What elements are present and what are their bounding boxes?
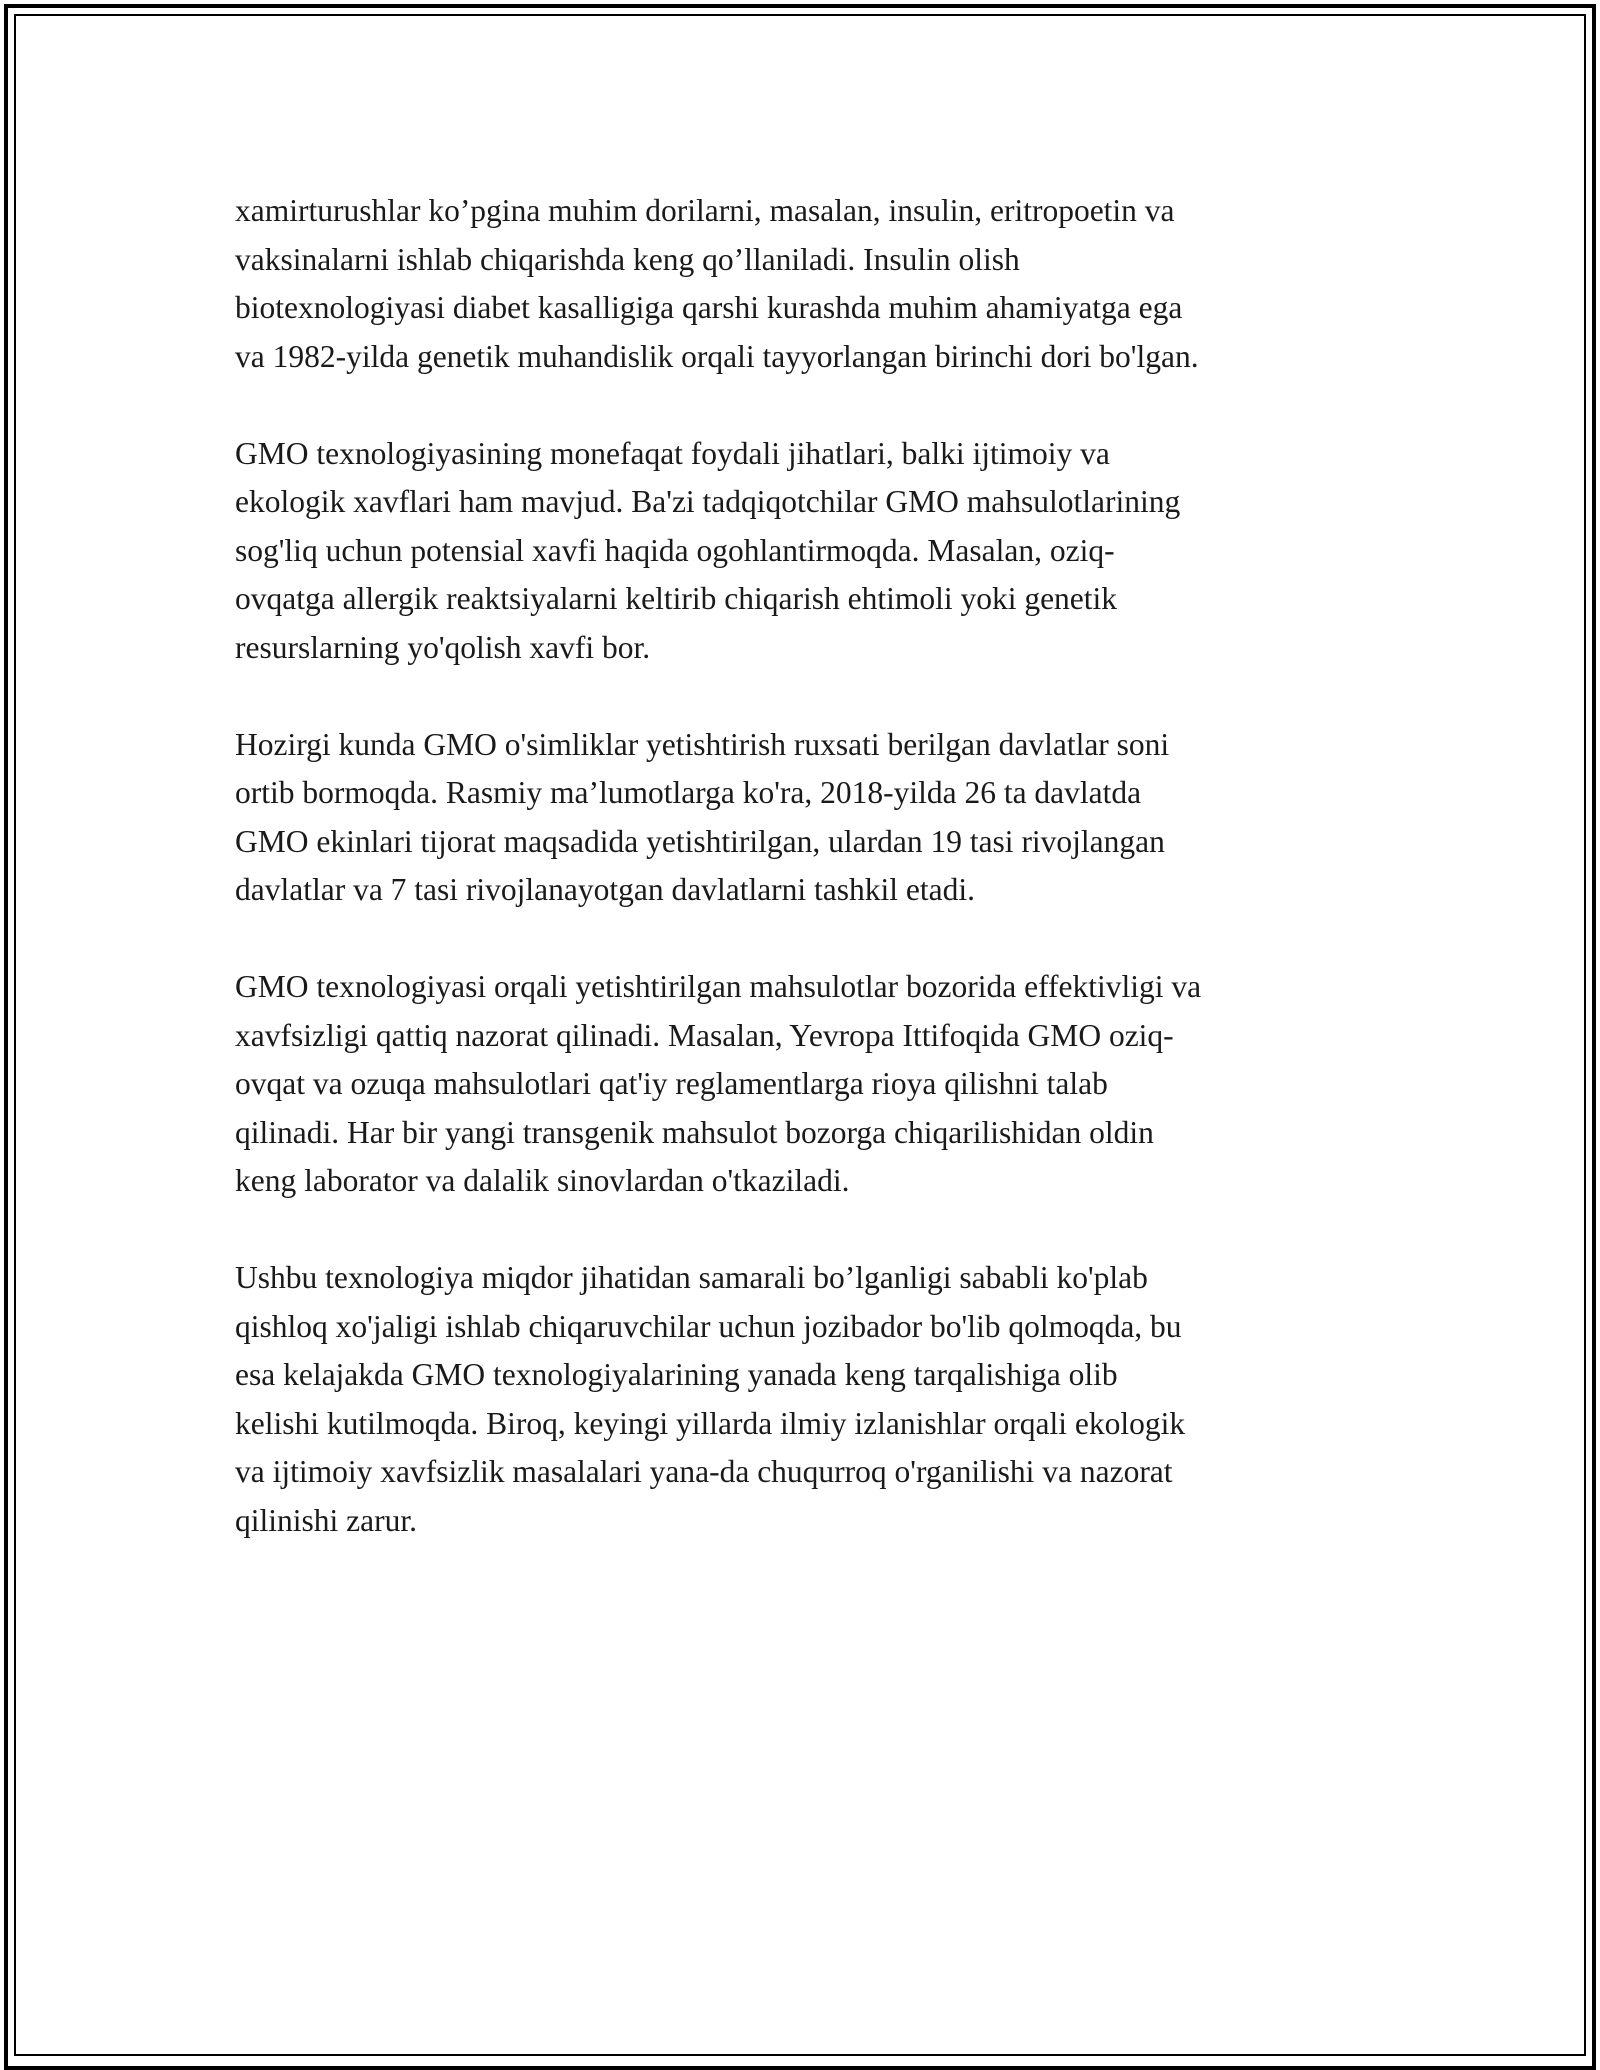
text-line: ovqat va ozuqa mahsulotlari qat'iy reglamentlarga rioya qilishni talab: [235, 1066, 1108, 1101]
text-line: esa kelajakda GMO texnologiyalarining yanada keng tarqalishiga olib: [235, 1357, 1118, 1392]
text-line: va ijtimoiy xavfsizlik masalalari yana-da chuqurroq o'rganilishi va nazorat: [235, 1454, 1173, 1489]
text-line: biotexnologiyasi diabet kasalligiga qarshi kurashda muhim ahamiyatga ega: [235, 290, 1183, 325]
text-line: va 1982-yilda genetik muhandislik orqali tayyorlangan birinchi dori bo'lgan.: [235, 338, 1199, 374]
text-line: vaksinalarni ishlab chiqarishda keng qo’llaniladi. Insulin olish: [235, 241, 1020, 277]
text-line: GMO texnologiyasi orqali yetishtirilgan mahsulotlar bozorida effektivligi va: [235, 969, 1202, 1004]
text-line: ekologik xavflari ham mavjud. Ba'zi tadqiqotchilar GMO mahsulotlarining: [235, 484, 1181, 519]
document-body: [235, 187, 1375, 1594]
text-line: davlatlar va 7 tasi rivojlanayotgan davlatlarni tashkil etadi.: [235, 872, 976, 907]
text-line: kelishi kutilmoqda. Biroq, keyingi yillarda ilmiy izlanishlar orqali ekologik: [235, 1405, 1186, 1441]
paragraph-regulation: [235, 963, 1375, 1206]
text-line: qilinishi zarur.: [235, 1502, 417, 1538]
paragraph-insulin: [235, 187, 1375, 381]
text-line: GMO ekinlari tijorat maqsadida yetishtirilgan, ulardan 19 tasi rivojlangan: [235, 823, 1165, 859]
text-line: qilinadi. Har bir yangi transgenik mahsulot bozorga chiqarilishidan oldin: [235, 1114, 1154, 1150]
paragraph-countries: [235, 721, 1375, 915]
text-line: sog'liq uchun potensial xavfi haqida ogohlantirmoqda. Masalan, oziq-: [235, 532, 1115, 568]
text-line: resurslarning yo'qolish xavfi bor.: [235, 629, 651, 665]
text-line: qishloq xo'jaligi ishlab chiqaruvchilar uchun jozibador bo'lib qolmoqda, bu: [235, 1308, 1182, 1344]
text-line: ortib bormoqda. Rasmiy ma’lumotlarga ko'ra, 2018-yilda 26 ta davlatda: [235, 775, 1142, 810]
paragraph-conclusion: [235, 1254, 1375, 1545]
text-line: keng laborator va dalalik sinovlardan o'tkaziladi.: [235, 1163, 850, 1198]
text-line: GMO texnologiyasining monefaqat foydali jihatlari, balki ijtimoiy va: [235, 435, 1110, 471]
text-line: ovqatga allergik reaktsiyalarni keltirib chiqarish ehtimoli yoki genetik: [235, 581, 1118, 616]
text-line: Ushbu texnologiya miqdor jihatidan samarali bo’lganligi sababli ko'plab: [235, 1260, 1148, 1295]
text-line: xamirturushlar ko’pgina muhim dorilarni, masalan, insulin, eritropoetin va: [235, 193, 1175, 228]
text-line: xavfsizligi qattiq nazorat qilinadi. Masalan, Yevropa Ittifoqida GMO oziq-: [235, 1017, 1174, 1053]
text-line: Hozirgi kunda GMO o'simliklar yetishtirish ruxsati berilgan davlatlar soni: [235, 726, 1170, 762]
paragraph-risks: [235, 430, 1375, 673]
